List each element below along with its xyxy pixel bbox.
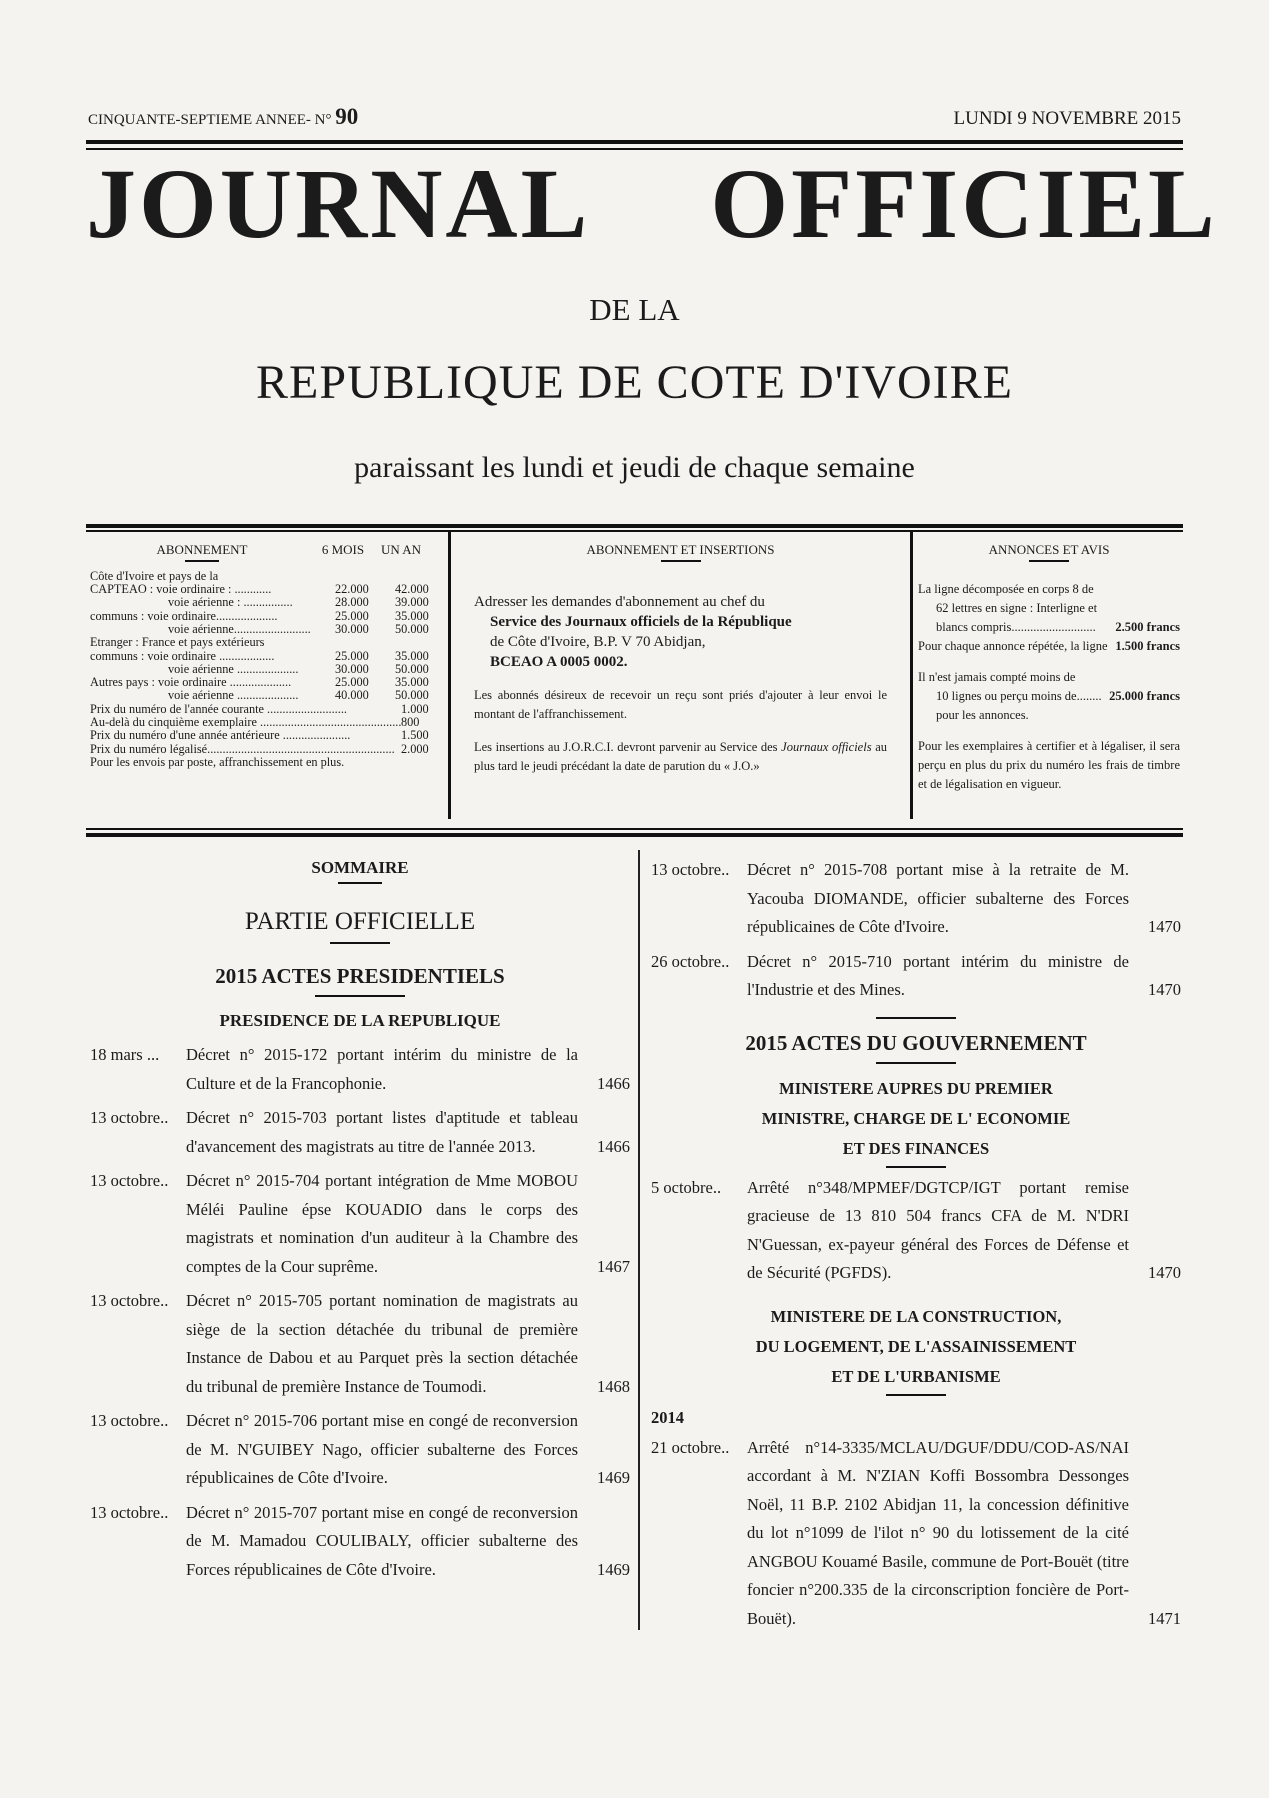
- entry-text: Décret n° 2015-707 portant mise en congé de reconversion de M. Mamadou COULIBALY, officier subalterne des Forces républicaines de Côte d'Ivoire.: [186, 1502, 578, 1579]
- right-entries: [651, 856, 1181, 1005]
- box-divider: [910, 531, 913, 819]
- entry-text: Arrêté n°348/MPMEF/DGTCP/IGT portant remise gracieuse de 13 810 504 francs CFA de M. N'DRI N'Guessan, ex-payeur général des Forces de Défense et de Sécurité (PGFDS).: [747, 1177, 1129, 1282]
- entry-date: 13 octobre..: [90, 1171, 169, 1190]
- masthead-word-officiel: OFFICIEL: [710, 148, 1218, 259]
- entry-date: 13 octobre..: [90, 1291, 169, 1310]
- abonnement-column: [90, 525, 445, 825]
- price-row-label: Prix du numéro de l'année courante ..........................: [90, 702, 347, 716]
- price-row-value: 1.000: [401, 701, 429, 716]
- ministere-economie-heading: [651, 1074, 1181, 1168]
- subtitle-de-la: DE LA: [589, 292, 680, 327]
- abonnement-row: [90, 623, 445, 636]
- annonces-price: 2.500 francs: [1115, 619, 1180, 634]
- entry-page: 1468: [597, 1376, 630, 1396]
- annonces-line: Pour chaque annonce répétée, la ligne: [918, 638, 1108, 653]
- title-underline: [1029, 560, 1069, 562]
- annonces-price: 1.500 francs: [1115, 638, 1180, 653]
- year-label: 2014: [651, 1407, 684, 1427]
- abonnement-row-6mois: 25.000: [335, 648, 369, 663]
- subscription-box: [86, 525, 1183, 825]
- entry-date: 13 octobre..: [651, 860, 730, 879]
- entry-page: 1471: [1148, 1608, 1181, 1628]
- abonnement-row-unan: 42.000: [395, 582, 429, 597]
- entry-date: 5 octobre..: [651, 1177, 722, 1197]
- sommaire-entry: [90, 1499, 630, 1585]
- abonnement-row-label: CAPTEAO : voie ordinaire : ............: [90, 583, 272, 597]
- ministere-construction-heading: [651, 1302, 1181, 1396]
- abonnement-title: [90, 542, 314, 562]
- title-underline: [185, 560, 219, 562]
- masthead-title: [86, 148, 1218, 259]
- actes-gouv-text: 2015 ACTES DU GOUVERNEMENT: [745, 1030, 1087, 1055]
- sommaire-entry: [651, 856, 1181, 942]
- sommaire-right-column: [651, 858, 1181, 1633]
- title-underline: [338, 882, 382, 884]
- address-bp: de Côte d'Ivoire, B.P. V 70 Abidjan,: [490, 633, 706, 650]
- abonnement-row-6mois: [335, 570, 387, 583]
- left-entries: [90, 1041, 630, 1584]
- insertions-title-text: ABONNEMENT ET INSERTIONS: [586, 542, 775, 557]
- abonnement-row: [90, 636, 445, 649]
- entry-page: 1466: [597, 1136, 630, 1156]
- actes-pres-text: 2015 ACTES PRESIDENTIELS: [215, 964, 505, 988]
- issue-label: CINQUANTE-SEPTIEME ANNEE- N°: [88, 112, 332, 128]
- entry-text: Décret n° 2015-172 portant intérim du ministre de la Culture et de la Francophonie.: [186, 1045, 578, 1093]
- annonces-line: La ligne décomposée en corps 8 de: [918, 581, 1094, 596]
- price-row-label: Au-delà du cinquième exemplaire ..............................................: [90, 716, 401, 730]
- section-rule: [886, 1166, 946, 1168]
- price-row-label: Prix du numéro d'une année antérieure ......................: [90, 729, 351, 743]
- abonnement-row: [90, 583, 445, 596]
- price-row: [90, 703, 445, 716]
- price-row: [90, 729, 445, 742]
- entry-text: Décret n° 2015-706 portant mise en congé de reconversion de M. N'GUIBEY Nago, officier subalterne des Forces républicaines de Côte d'Ivoire.: [186, 1411, 578, 1487]
- ministere-line: MINISTRE, CHARGE DE L' ECONOMIE: [761, 1108, 1071, 1128]
- annonces-legalisation: Pour les exemplaires à certifier et à légaliser, il sera perçu en plus du prix du numéro les frais de timbre et de légalisation en vigueur.: [918, 738, 1180, 791]
- sommaire-entry: [90, 1167, 630, 1281]
- abonnement-row: [90, 570, 445, 583]
- annonces-line-price: [918, 618, 1180, 637]
- abonnement-row: [90, 689, 445, 702]
- insertions-receipt-note: Les abonnés désireux de recevoir un reçu sont priés d'ajouter à leur envoi le montant de l'affranchissement.: [474, 687, 887, 721]
- abonnement-row-label: Autres pays : voie ordinaire ....................: [90, 676, 292, 690]
- abonnement-row-unan: 39.000: [395, 595, 429, 610]
- abonnement-row-unan: [387, 570, 445, 583]
- abonnement-row-6mois: 28.000: [335, 595, 369, 610]
- annonces-title-text: ANNONCES ET AVIS: [988, 542, 1110, 557]
- abonnement-row-label: voie aérienne : ................: [168, 596, 293, 610]
- abonnement-row: [90, 650, 445, 663]
- column-divider: [638, 850, 640, 1630]
- section-rule: [876, 1017, 956, 1019]
- ministere-line: ET DE L'URBANISME: [831, 1366, 1001, 1386]
- annonces-line: 62 lettres en signe : Interligne et: [936, 600, 1098, 615]
- entry-page: 1470: [1148, 917, 1181, 936]
- entry-page: 1470: [1148, 1263, 1181, 1282]
- col-unan: UN AN: [380, 542, 422, 557]
- insertions-address: [458, 592, 903, 672]
- publication-frequency: paraissant les lundi et jeudi de chaque semaine: [354, 451, 915, 484]
- address-bceao: BCEAO A 0005 0002.: [490, 653, 628, 670]
- abonnement-row-6mois: 30.000: [335, 661, 369, 676]
- abonnement-title-text: ABONNEMENT: [156, 542, 248, 557]
- ministere-line: DU LOGEMENT, DE L'ASSAINISSEMENT: [755, 1336, 1077, 1356]
- sommaire-left-column: [90, 858, 630, 1584]
- abonnement-row-unan: 35.000: [395, 675, 429, 690]
- price-row-value: 1.500: [401, 728, 429, 743]
- abonnement-row: [90, 610, 445, 623]
- entry-page: 1469: [597, 1559, 630, 1579]
- entry-date: 13 octobre..: [90, 1502, 169, 1522]
- annonces-rate-block: [918, 580, 1180, 656]
- sommaire-entry: [90, 1407, 630, 1493]
- ministere-economie-entries: [651, 1174, 1181, 1288]
- abonnement-row-6mois: 30.000: [335, 621, 369, 636]
- abonnement-rows: [90, 570, 445, 703]
- abonnement-row-unan: 35.000: [395, 608, 429, 623]
- ministere-construction-entries: [651, 1434, 1181, 1634]
- entry-date: 26 octobre..: [651, 951, 730, 971]
- sommaire-entry: [651, 1174, 1181, 1288]
- col-6mois: 6 MOIS: [321, 542, 365, 557]
- annonces-minimum-block: [918, 668, 1180, 725]
- title-underline: [661, 560, 701, 562]
- deadline-text: Les insertions au J.O.R.C.I. devront parvenir au Service des: [474, 739, 778, 754]
- abonnement-row-label: voie aérienne.........................: [168, 622, 311, 636]
- deadline-text-end: au plus tard le jeudi précédant la date de parution du « J.O.»: [474, 739, 887, 773]
- sommaire-section: [86, 858, 1183, 1638]
- abonnement-row-unan: 35.000: [395, 648, 429, 663]
- box-bottom-rule: [86, 833, 1183, 837]
- abonnement-row-label: communs : voie ordinaire ..................: [90, 649, 275, 663]
- abonnement-row-unan: 50.000: [395, 661, 429, 676]
- entry-page: 1470: [1148, 980, 1181, 999]
- title-underline: [315, 995, 405, 997]
- ministere-line: MINISTERE DE LA CONSTRUCTION,: [770, 1306, 1062, 1326]
- entry-date: 13 octobre..: [90, 1411, 169, 1430]
- abonnement-row-unan: 50.000: [395, 621, 429, 636]
- entry-text: Décret n° 2015-708 portant mise à la retraite de M. Yacouba DIOMANDE, officier subalterne des Forces républicaines de Côte d'Ivoire.: [747, 860, 1129, 936]
- abonnement-row-label: Etranger : France et pays extérieurs: [90, 636, 265, 650]
- annonces-line: Il n'est jamais compté moins de: [918, 669, 1076, 684]
- insertions-column: [458, 525, 903, 825]
- subtitle-republique: REPUBLIQUE DE COTE D'IVOIRE: [256, 356, 1013, 409]
- entry-text: Décret n° 2015-705 portant nomination de magistrats au siège de la section détachée du tribunal de première Instance de Dabou et au Parquet près la section détachée du tribunal de première Instance de Toumodi.: [186, 1291, 578, 1396]
- issue-number: 90: [335, 104, 359, 129]
- entry-date: 18 mars ...: [90, 1045, 160, 1064]
- presidence-heading: PRESIDENCE DE LA REPUBLIQUE: [219, 1011, 501, 1030]
- title-underline: [876, 1062, 956, 1064]
- sommaire-title-text: SOMMAIRE: [311, 858, 409, 877]
- price-row-label: Prix du numéro légalisé.............................................................: [90, 742, 395, 756]
- entry-page: 1467: [597, 1256, 630, 1276]
- issue-info: [88, 104, 358, 130]
- price-row-value: 2.000: [401, 741, 429, 756]
- header-rule: [86, 140, 1183, 144]
- partie-title-text: PARTIE OFFICIELLE: [244, 908, 476, 935]
- sommaire-entry: [651, 948, 1181, 1005]
- abonnement-row-label: voie aérienne ....................: [168, 662, 299, 676]
- annonces-line-price: [918, 637, 1180, 656]
- abonnement-row-label: voie aérienne ....................: [168, 689, 299, 703]
- entry-text: Arrêté n°14-3335/MCLAU/DGUF/DDU/COD-AS/NAI accordant à M. N'ZIAN Koffi Bossombra Dessonges Noël, 11 B.P. 2102 Abidjan 11, la concession définitive du lot n°1099 de l'ilot n° 90 du lotissement de la cité ANGBOU Kouamé Basile, commune de Port-Bouët (titre foncier n°200.335 de la circonscription foncière de Port-Bouët).: [747, 1437, 1129, 1628]
- entry-date: 21 octobre..: [651, 1437, 730, 1457]
- address-service: Service des Journaux officiels de la République: [490, 613, 792, 630]
- abonnement-row-6mois: 40.000: [335, 688, 369, 703]
- insertions-title: [458, 542, 903, 562]
- entry-text: Décret n° 2015-704 portant intégration de Mme MOBOU Méléi Pauline épse KOUADIO dans le corps des magistrats et nomination d'un auditeur à la Chambre des comptes de la Cour suprême.: [186, 1171, 578, 1276]
- abonnement-row-6mois: 25.000: [335, 675, 369, 690]
- entry-text: Décret n° 2015-703 portant listes d'aptitude et tableau d'avancement des magistrats au titre de l'année 2013.: [186, 1108, 578, 1156]
- abonnement-row: [90, 676, 445, 689]
- title-underline: [330, 942, 390, 944]
- price-row-value: 800: [401, 715, 420, 730]
- sommaire-entry: [90, 1287, 630, 1401]
- price-rows: [90, 703, 445, 756]
- annonces-line: 10 lignes ou perçu moins de........: [936, 688, 1102, 703]
- actes-presidentiels-heading: [90, 964, 630, 997]
- ministere-line: ET DES FINANCES: [842, 1138, 990, 1158]
- entry-date: 13 octobre..: [90, 1108, 169, 1127]
- abonnement-row-6mois: 22.000: [335, 582, 369, 597]
- entry-page: 1466: [597, 1073, 630, 1093]
- partie-officielle-title: [90, 908, 630, 944]
- insertions-deadline: [458, 738, 903, 776]
- annonces-line: blancs compris...........................: [936, 619, 1096, 634]
- abonnement-row-unan: [387, 636, 445, 649]
- abonnement-row: [90, 596, 445, 609]
- abonnement-header: [90, 542, 445, 562]
- abonnement-footer: [90, 756, 445, 769]
- masthead-word-journal: JOURNAL: [86, 148, 591, 259]
- sommaire-title: [90, 858, 630, 884]
- abonnement-row-unan: 50.000: [395, 688, 429, 703]
- annonces-title: [918, 542, 1180, 562]
- annonces-line: pour les annonces.: [936, 707, 1029, 722]
- price-row: [90, 716, 445, 729]
- price-row: [90, 743, 445, 756]
- annonces-line-price: [918, 687, 1180, 706]
- abonnement-row-6mois: [335, 636, 387, 649]
- address-line: Adresser les demandes d'abonnement au chef du: [474, 593, 765, 610]
- entry-text: Décret n° 2015-710 portant intérim du ministre de l'Industrie et des Mines.: [747, 951, 1129, 999]
- annonces-price: 25.000 francs: [1109, 688, 1180, 703]
- abonnement-footer-text: Pour les envois par poste, affranchissement en plus.: [90, 754, 345, 769]
- abonnement-row-label: communs : voie ordinaire....................: [90, 609, 278, 623]
- ministere-line: MINISTERE AUPRES DU PREMIER: [779, 1078, 1053, 1098]
- box-bottom-rule-thin: [86, 828, 1183, 830]
- entry-page: 1469: [597, 1468, 630, 1487]
- issue-line: [88, 104, 1181, 130]
- section-rule: [886, 1394, 946, 1396]
- deadline-journaux: Journaux officiels: [781, 739, 872, 754]
- actes-gouvernement-heading: [651, 1031, 1181, 1064]
- sommaire-entry: [651, 1434, 1181, 1634]
- issue-date: LUNDI 9 NOVEMBRE 2015: [953, 108, 1181, 129]
- sommaire-entry: [90, 1104, 630, 1161]
- annonces-column: [918, 525, 1180, 825]
- abonnement-row: [90, 663, 445, 676]
- abonnement-row-label: Côte d'Ivoire et pays de la: [90, 569, 219, 583]
- box-divider: [448, 531, 451, 819]
- sommaire-entry: [90, 1041, 630, 1098]
- abonnement-row-6mois: 25.000: [335, 608, 369, 623]
